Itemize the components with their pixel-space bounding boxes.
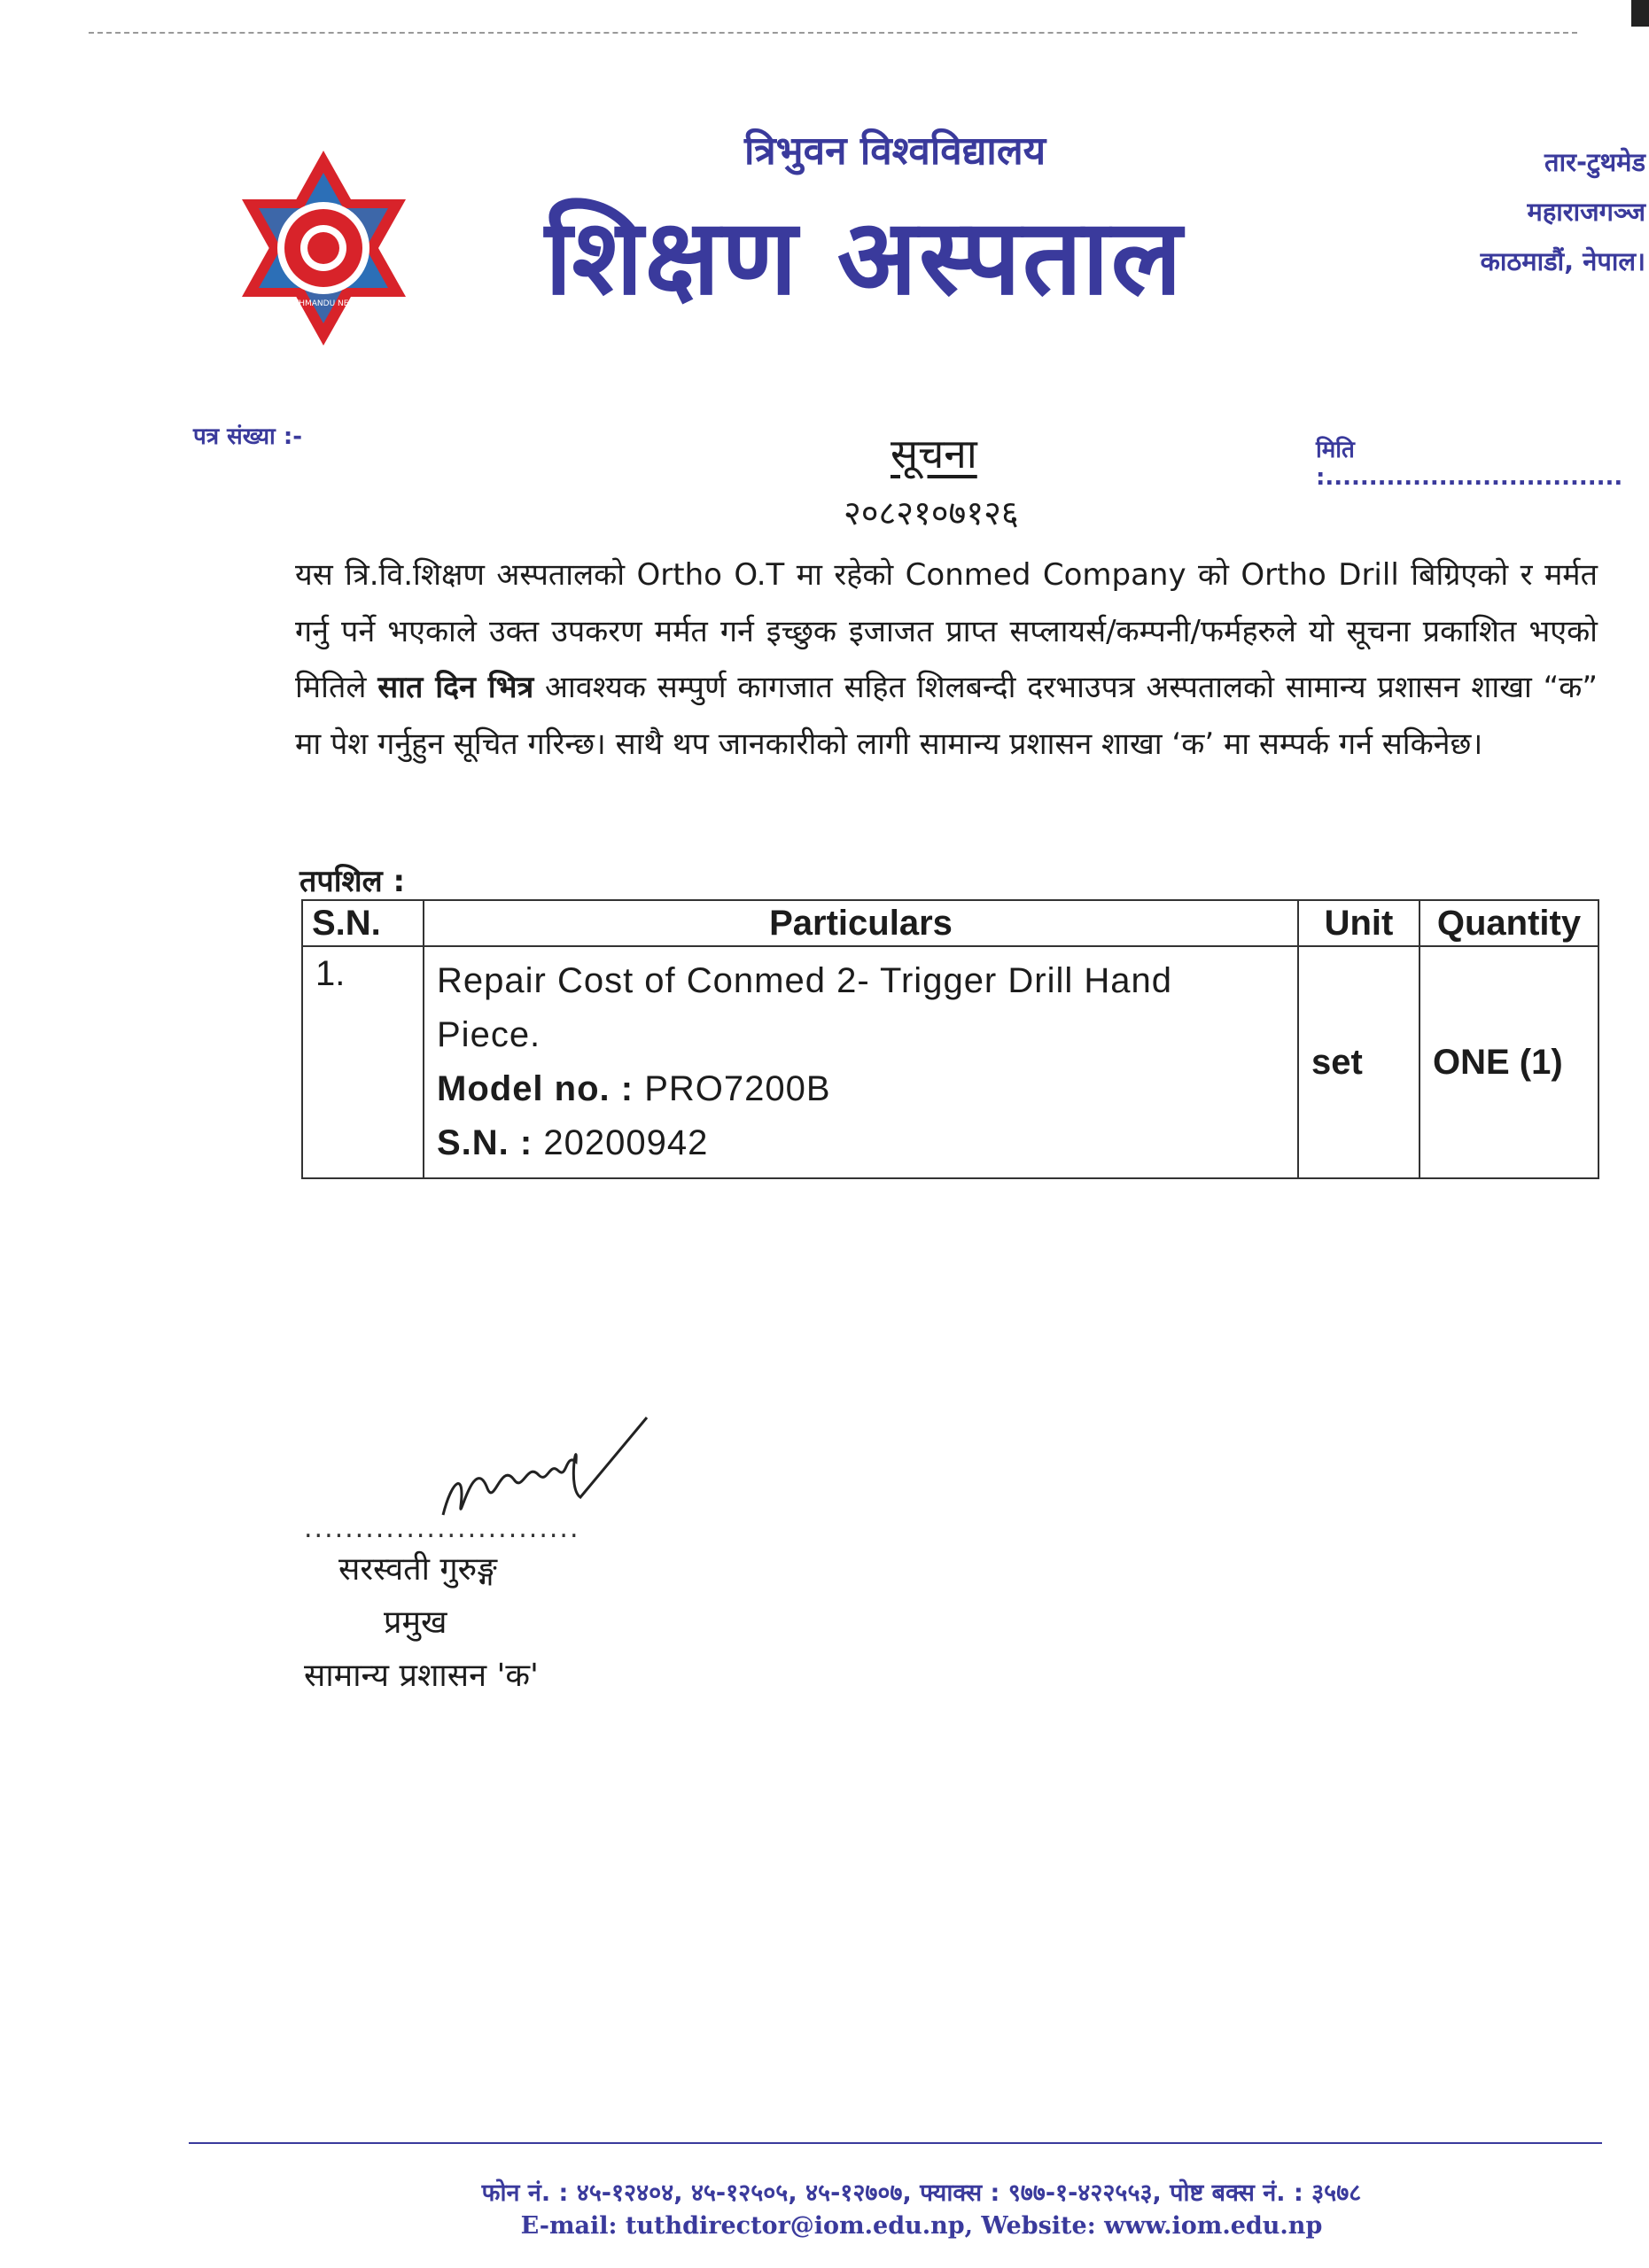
address-line-2: महाराजगञ्ज	[1527, 197, 1645, 227]
address-line-1: तार-टुथमेड	[1544, 147, 1645, 177]
notice-body-bold: सात दिन भित्र	[377, 670, 534, 705]
signatory-name: सरस्वती गुरुङ्ग	[338, 1551, 497, 1588]
scan-corner-mark	[1631, 0, 1649, 27]
university-name: त्रिभुवन विश्वविद्यालय	[744, 128, 1046, 174]
address-block	[1481, 137, 1645, 286]
footer-email-website: E-mail: tuthdirector@iom.edu.np, Website: www.iom.edu.np	[520, 2212, 1323, 2240]
date-label: मिति :..................................	[1316, 437, 1623, 491]
header-particulars: Particulars	[424, 900, 1298, 946]
model-value: PRO7200B	[634, 1069, 831, 1108]
header-quantity: Quantity	[1420, 900, 1598, 946]
serial-label: S.N. :	[437, 1123, 533, 1162]
hospital-name: शिक्षण अस्पताल	[545, 196, 1184, 318]
notice-body-post: आवश्यक सम्पुर्ण कागजात सहित शिलबन्दी दरभाउपत्र अस्पतालको सामान्य प्रशासन शाखा “क” मा पेश गर्नुहुन सूचित गरिन्छ। साथै थप जानकारीको लागी सामान्य प्रशासन शाखा ‘क’ मा सम्पर्क गर्न सकिनेछ।	[295, 670, 1598, 762]
footer-contact: फोन नं. : ४५-१२४०४, ४५-१२५०५, ४५-१२७०७, फ्याक्स : ९७७-१-४२२५५३, पोष्ट बक्स नं. : ३५७८	[481, 2179, 1362, 2207]
row-serial	[437, 1116, 1285, 1170]
row-unit: set	[1298, 946, 1420, 1178]
footer-divider	[189, 2142, 1602, 2144]
signatory-department: सामान्य प्रशासन 'क'	[304, 1658, 539, 1694]
table-header-row	[302, 900, 1598, 946]
signatory-role: प्रमुख	[384, 1604, 447, 1641]
emblem-text: KATHMANDU NEPAL	[284, 299, 363, 308]
row-sn: 1.	[302, 946, 424, 1178]
address-line-3: काठमाडौं, नेपाल।	[1480, 246, 1645, 276]
row-description: Repair Cost of Conmed 2- Trigger Drill Hand Piece.	[437, 961, 1172, 1054]
top-dashed-line	[89, 32, 1577, 34]
notice-title: सूचना	[891, 430, 977, 478]
notice-number: २०८२१०७१२६	[844, 493, 1019, 532]
letter-number-label: पत्र संख्या :-	[193, 423, 303, 450]
header-sn: S.N.	[302, 900, 424, 946]
serial-value: 20200942	[533, 1123, 709, 1162]
items-table	[301, 899, 1599, 1179]
notice-body-pre: यस त्रि.वि.शिक्षण अस्पतालको Ortho O.T मा रहेको Conmed Company को Ortho Drill बिग्रिएको र मर्मत गर्नु पर्ने भएकाले उक्त उपकरण मर्मत गर्न इच्छुक इजाजत प्राप्त सप्लायर्स/कम्पनी/फर्महरुले यो सूचना प्रकाशित भएको मितिले	[295, 557, 1598, 705]
header-unit: Unit	[1298, 900, 1420, 946]
details-label: तपशिल :	[299, 864, 406, 899]
notice-body	[295, 548, 1598, 773]
signature-line: ...........................	[304, 1513, 580, 1544]
row-quantity: ONE (1)	[1420, 946, 1598, 1178]
table-row	[302, 946, 1598, 1178]
tu-emblem-icon	[237, 146, 410, 350]
row-particulars	[424, 946, 1298, 1178]
model-label: Model no. :	[437, 1069, 634, 1108]
row-model	[437, 1062, 1285, 1116]
